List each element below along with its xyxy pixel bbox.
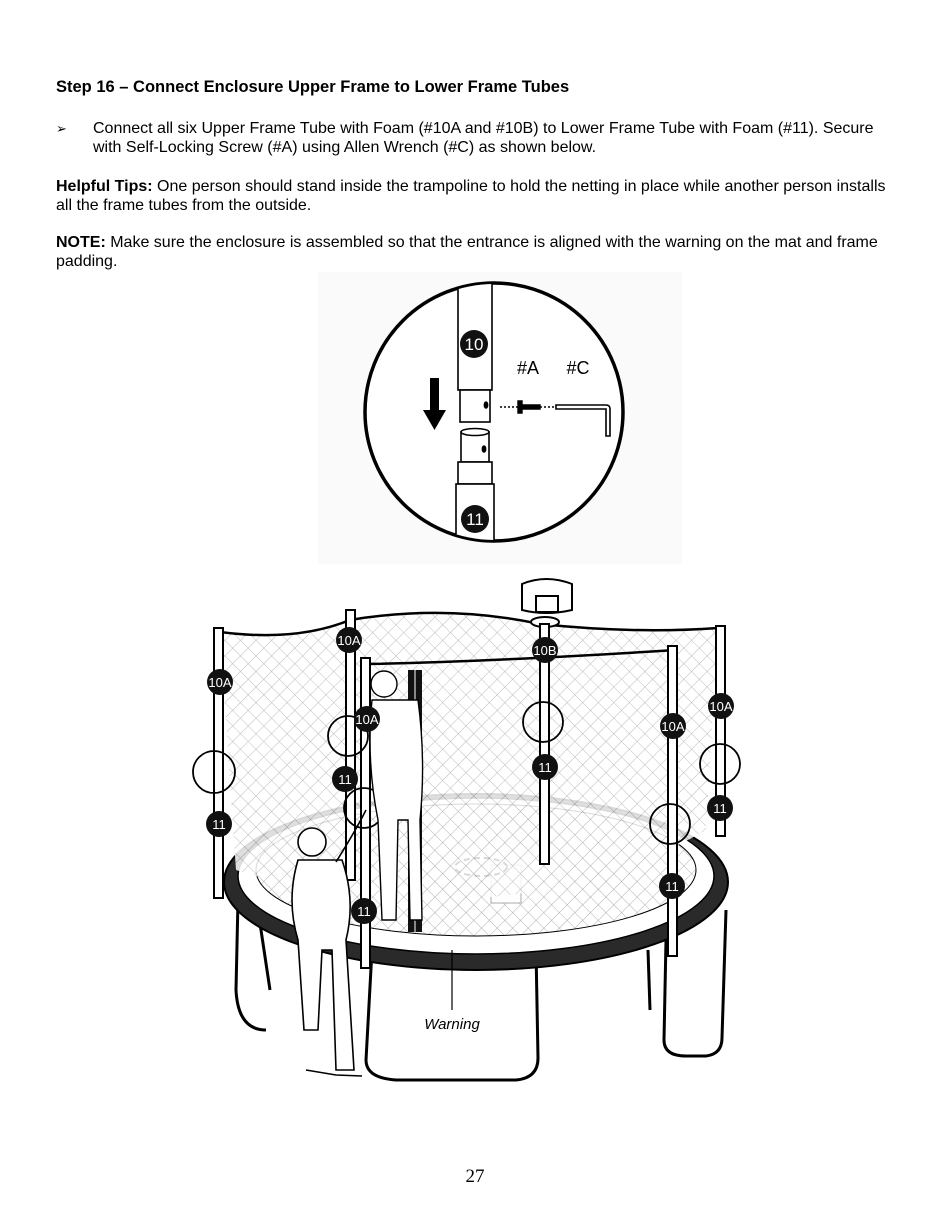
lower-frame-label-11 [707,795,733,821]
upper-tube-label-badge [460,330,488,358]
svg-text:11: 11 [212,817,226,832]
note-label: NOTE: [56,234,106,251]
instruction-bullet [56,119,901,157]
upper-frame-label-10a [207,669,233,695]
svg-text:10A: 10A [355,712,379,727]
upper-frame-label-10a [708,693,734,719]
svg-text:11: 11 [538,760,552,775]
lower-frame-label-11 [332,766,358,792]
svg-text:10: 10 [464,335,484,354]
note-text: Make sure the enclosure is assembled so that the entrance is aligned with the warning on the mat and frame padding. [56,234,878,270]
instruction-text: Connect all six Upper Frame Tube with Foam (#10A and #10B) to Lower Frame Tube with Foam (#11). Secure with Self-Locking Screw (#A) using Allen Wrench (#C) as shown below. [93,120,874,156]
svg-text:10A: 10A [337,633,361,648]
step-heading: Step 16 – Connect Enclosure Upper Frame to Lower Frame Tubes [56,78,570,96]
svg-text:11: 11 [713,801,727,816]
lower-frame-label-11 [532,754,558,780]
screw-label: #A [516,358,540,378]
svg-text:11: 11 [357,904,371,919]
svg-text:10A: 10A [709,699,733,714]
note [56,233,901,271]
helpful-tips-label: Helpful Tips: [56,178,153,195]
wrench-label: #C [566,358,590,378]
upper-frame-label-10a [660,713,686,739]
warning-label: Warning [424,1016,480,1033]
basketball-hoop [522,579,572,627]
helpful-tips-text: One person should stand inside the trampoline to hold the netting in place while another person installs all the frame tubes from the outside. [56,178,886,214]
upper-frame-label-10a [354,706,380,732]
lower-frame-label-11 [206,811,232,837]
tube-connection-detail-figure [318,272,682,564]
page-number: 27 [465,1166,485,1187]
helpful-tips [56,177,901,215]
svg-text:11: 11 [665,879,679,894]
trampoline-enclosure-figure [186,570,766,1100]
enclosure-netting [220,613,718,900]
svg-text:10B: 10B [533,643,557,658]
svg-text:10A: 10A [661,719,685,734]
lower-tube-label-badge [461,505,489,533]
upper-frame-label-10a [336,627,362,653]
svg-text:10A: 10A [208,675,232,690]
svg-text:11: 11 [338,772,352,787]
svg-text:11: 11 [466,510,484,529]
upper-frame-label-10b [532,637,558,663]
lower-frame-label-11 [659,873,685,899]
lower-frame-label-11 [351,898,377,924]
bullet-arrow-icon: ➢ [56,121,67,136]
